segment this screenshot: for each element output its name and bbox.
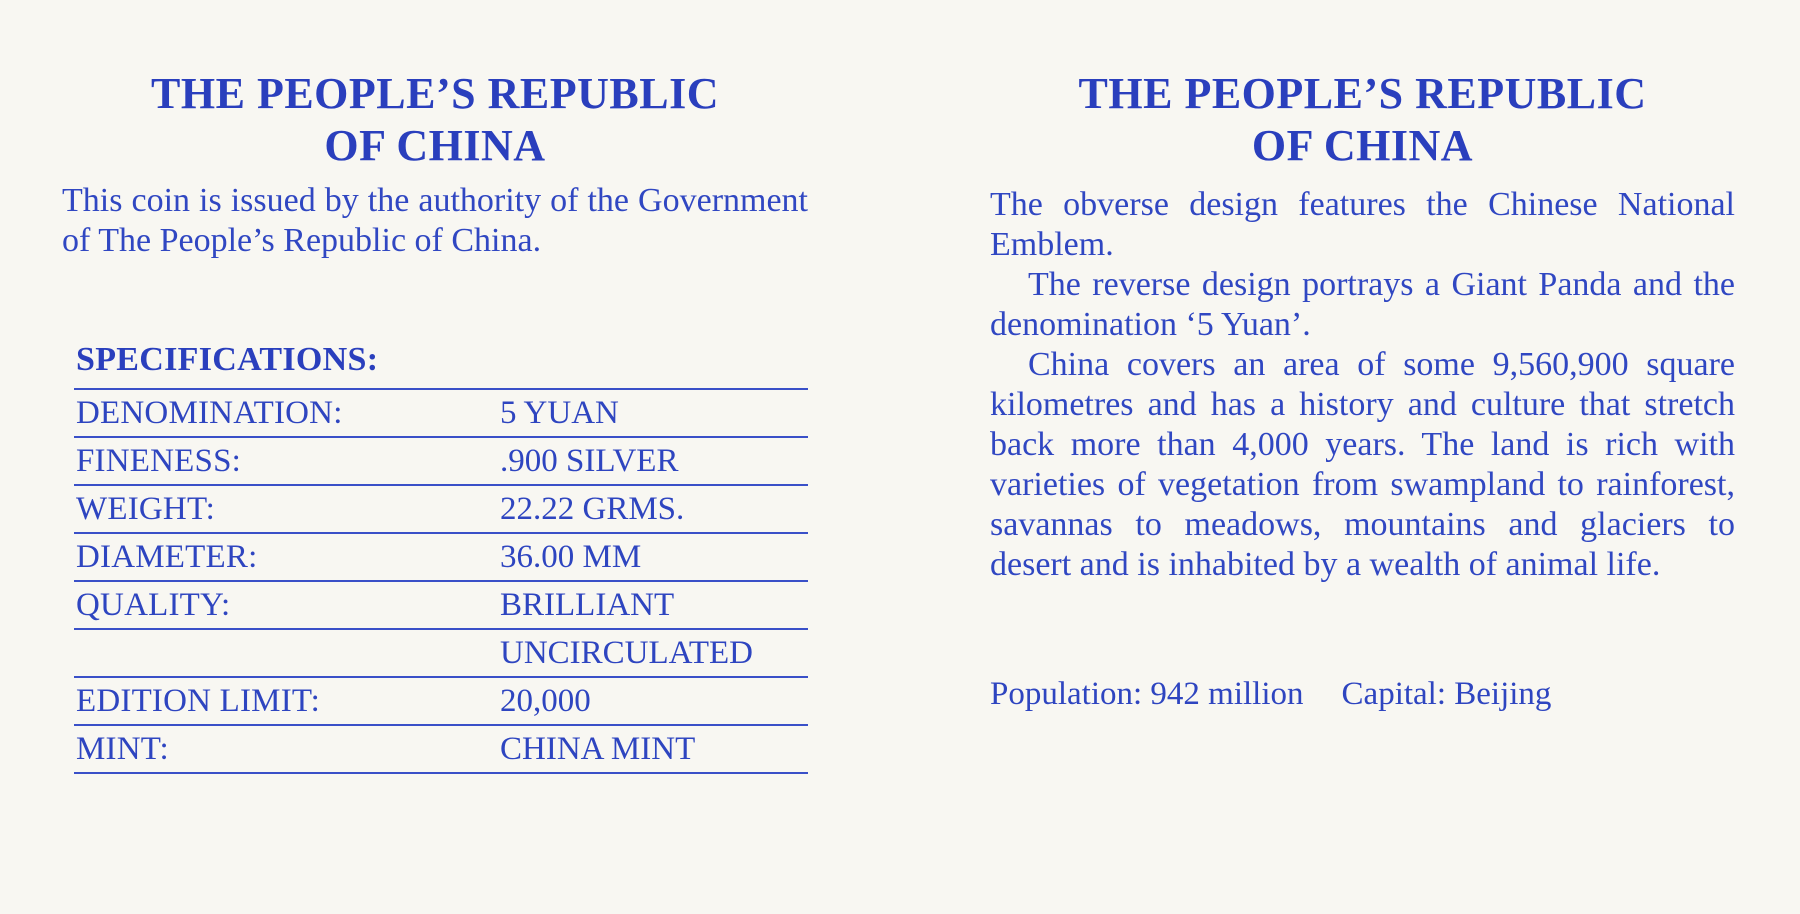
reverse-paragraph: The reverse design portrays a Giant Panda and the denomination ‘5 Yuan’. (990, 266, 1735, 343)
spec-row-denomination (74, 388, 808, 436)
facts-line (990, 674, 1735, 714)
spec-row-diameter (74, 532, 808, 580)
spec-row-edition-limit (74, 676, 808, 724)
spec-value: CHINA MINT (500, 731, 696, 767)
spec-value: BRILLIANT (500, 587, 675, 623)
population-text: Population: 942 million (990, 676, 1304, 712)
spec-value: .900 SILVER (500, 443, 679, 479)
spec-value: 22.22 GRMS. (500, 491, 685, 527)
country-paragraph: China covers an area of some 9,560,900 square kilometres and has a history and culture that stretch back more than 4,000 years. The land is rich with varieties of vegetation from swampland to rainforest, savannas to meadows, mountains and glaciers to desert and is inhabited by a wealth of animal life. (990, 346, 1735, 583)
left-title-line2: OF CHINA (324, 121, 546, 170)
spec-value: 20,000 (500, 683, 591, 719)
right-title (990, 68, 1735, 172)
right-title-line1: THE PEOPLE’S REPUBLIC (1078, 69, 1647, 118)
specifications-heading: SPECIFICATIONS: (76, 341, 379, 378)
spec-row-fineness (74, 436, 808, 484)
spec-label: QUALITY: (76, 587, 231, 623)
capital-text: Capital: Beijing (1341, 676, 1552, 712)
spec-label: EDITION LIMIT: (76, 683, 320, 719)
description-block (990, 185, 1735, 585)
spec-value: 36.00 MM (500, 539, 642, 575)
spec-label: FINENESS: (76, 443, 241, 479)
left-title-line1: THE PEOPLE’S REPUBLIC (151, 69, 719, 118)
spec-row-quality (74, 580, 808, 628)
specifications-table (74, 388, 808, 774)
spec-row-weight (74, 484, 808, 532)
issue-statement: This coin is issued by the authority of the Government of The People’s Republic of China. (62, 182, 808, 259)
spec-label: DENOMINATION: (76, 395, 343, 431)
spec-value: UNCIRCULATED (500, 635, 753, 671)
spec-value: 5 YUAN (500, 395, 619, 431)
spec-label: DIAMETER: (76, 539, 258, 575)
spec-label: MINT: (76, 731, 169, 767)
spec-row-quality-continued (74, 628, 808, 676)
left-title (62, 68, 808, 172)
spec-label: WEIGHT: (76, 491, 216, 527)
spec-row-mint (74, 724, 808, 774)
obverse-paragraph: The obverse design features the Chinese National Emblem. (990, 186, 1735, 263)
right-title-line2: OF CHINA (1251, 121, 1474, 170)
